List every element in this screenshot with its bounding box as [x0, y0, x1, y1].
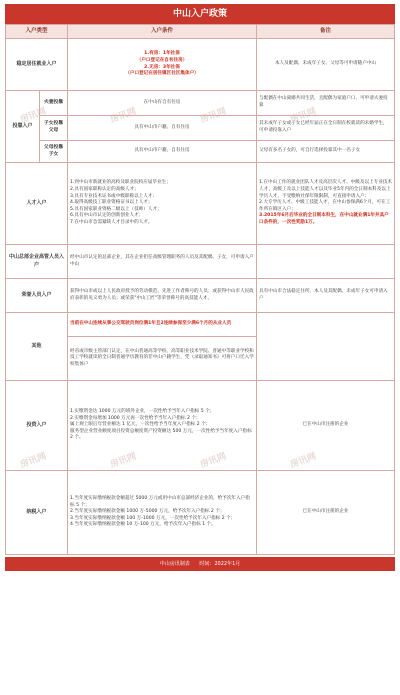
cond-line: 1.实缴资金达 1000 万元的域外企业，一次性给予当年入户指标 5 个；	[70, 408, 215, 414]
header-note: 备注	[257, 25, 395, 39]
table-row	[6, 116, 395, 141]
row-type-hq: 中山总部企业高管人员入户	[6, 245, 68, 279]
cond-line: 3.具有专业技术证书或中级职称以上人才；	[70, 193, 158, 199]
table-row	[6, 91, 395, 116]
row-type-other: 其他	[6, 313, 68, 381]
sub-cond-spouse: 在中山有自有住房	[68, 91, 257, 116]
cond-line: 1.有房：1年社保	[144, 51, 180, 57]
table-row	[6, 39, 395, 91]
table-row	[6, 471, 395, 555]
row-note-honor: 具有中山市合法稳定住所，本人及其配偶、未成年子女可申请入户	[257, 279, 395, 313]
row-note-invest: 已在中山市注册的企业	[257, 381, 395, 471]
watermark: 房讯网	[108, 451, 138, 471]
cond-line: 5.具有国家职业资格二级以上（技师）人才；	[70, 206, 162, 212]
watermark: 房讯网	[198, 106, 228, 126]
watermark: 房讯网	[198, 451, 228, 471]
sub-note-spouse: 与配偶在中山离婚共同生活，且配偶为家庭户口，可申请夫妻投靠	[257, 91, 395, 116]
cond-line: 3.当年度实际缴纳税款金额 100 万-1000 万元，一次性给予次年入户指标 2 个；	[70, 515, 236, 521]
sub-cond-parent: 具有中山市户籍、自有住房	[68, 141, 257, 163]
watermark: 房讯网	[108, 106, 138, 126]
cond-line: 2.实缴资金每增加 1000 万元再一次性给予当年入户指标 2 个；	[70, 415, 201, 421]
cond-line: 1.当年度实际缴纳税款金额超过 5000 万元或用中山市总部经济企业的，给予次年入户指标 5 个；	[70, 495, 250, 508]
note-highlight: 3.2015年6月后毕业的全日制本科生，在中山就业满1年并具户口条件的，一次性奖励1万。	[259, 213, 389, 226]
cond-line: 6.具有中山市认定的创新创业人才；	[70, 213, 144, 219]
row-type-family: 投靠入户	[6, 91, 40, 163]
page-title: 中山入户政策	[5, 4, 395, 24]
table-row	[6, 141, 395, 163]
table-row	[6, 313, 395, 337]
header-type: 入户类型	[6, 25, 68, 39]
watermark: 房讯网	[18, 106, 48, 126]
cond-line: 2.具有国家职称认定的高级人才；	[70, 186, 139, 192]
row-cond-other: 经省或市级主管部门认定，在中山普通高等学校、高等职业技术学院、普通中等职业学校和技工学校就读的全日制普通学历教育的非中山户籍学生，凭《录取通知书》可将户口迁入学校集体户	[68, 337, 257, 381]
sub-type-child: 子女投靠父母	[40, 116, 68, 141]
row-type-stable: 稳定居住就业入户	[6, 39, 68, 91]
watermark: 房讯网	[18, 451, 48, 471]
footer-time: 时间：2022年1月	[199, 561, 241, 567]
row-type-honor: 荣誉人员入户	[6, 279, 68, 313]
cond-line: 2.无房：3年社保	[144, 64, 180, 70]
row-cond-talent	[68, 163, 257, 245]
cond-line: 属上规上限后年营业额达 1 亿元，一次性给予当年度入户指标 2 个；	[70, 422, 211, 428]
cond-line: （户口登记在居住镇区社区集体户）	[125, 71, 199, 77]
table-row	[6, 279, 395, 313]
row-cond-stable	[68, 39, 257, 91]
policy-table	[5, 24, 395, 555]
note-line: 2.大专学历人才、中级工技能人才，在中山参保满6个月，可在工作所在镇区入户；	[259, 200, 391, 212]
row-note-hq	[257, 245, 395, 279]
row-cond-invest	[68, 381, 257, 471]
cond-line: 4.取得高级技工职业资格证书以上人才；	[70, 200, 153, 206]
row-cond-hq: 经中山市认定的总部企业，其在企业担任高级管理职务的人员及其配偶、子女，可申请入户中山	[68, 245, 257, 279]
sub-cond-child: 具有中山市户籍、自有住房	[68, 116, 257, 141]
sub-note-parent: 父母有多名子女的，可自行选择投靠其中一名子女	[257, 141, 395, 163]
row-note-stable: 本人及配偶、未成年子女、父母等可申请随户中山	[257, 39, 395, 91]
row-type-tax: 纳税入户	[6, 471, 68, 555]
note-line: 1.在中山工作的就业团队人才及高层次人才、中级及以上专业技术人才、高级工及以上技能人才以及毕业5年内的全日制本科及以上学历人才，不受缴纳社保年限限制，可直接申请入户；	[259, 180, 393, 199]
sub-type-parent: 父母投靠子女	[40, 141, 68, 163]
row-type-talent: 人才入户	[6, 163, 68, 245]
row-cond-other-red: 当前在中山连续从事公交驾驶员岗位满1年且2连续参保至少满6个月的从业人员	[68, 313, 257, 337]
table-row	[6, 381, 395, 471]
watermark: 房讯网	[288, 451, 318, 471]
cond-line: 2.当年度实际缴纳税款金额 1000 万-5000 万元，给予次年入户指标 2 个；	[70, 509, 225, 515]
footer-source: 中山房讯制表	[159, 561, 190, 567]
footer-bar	[5, 557, 395, 571]
row-cond-tax	[68, 471, 257, 555]
row-type-invest: 投资入户	[6, 381, 68, 471]
cond-line: （户口登记在自有住房）	[136, 57, 188, 63]
row-note-other	[257, 313, 395, 381]
cond-line: 1.到中山市新就业的高校及职业院校应届毕业生；	[70, 180, 171, 186]
cond-line: 4.当年度实际缴纳税款金额 10 万-100 万元，给予次年入户指标 1 个。	[70, 522, 216, 528]
row-cond-honor: 获得中山市或以上人民政府授予的劳动模范、先进工作者称号的人员；或获得中山市人民政府表彰的见义勇为人员；或荣获"中山工匠"等荣誉称号的高技能人才。	[68, 279, 257, 313]
cond-line: 服务型企业营业额度项目投资总额度资产投资额达 500 万元，一次性给予当年度入户指标 2 个。	[70, 428, 252, 441]
watermark: 房讯网	[288, 106, 318, 126]
row-note-talent	[257, 163, 395, 245]
sub-type-spouse: 夫妻投靠	[40, 91, 68, 116]
cond-line: 7.在中山市急需紧缺人才目录中的人才。	[70, 220, 153, 226]
table-row	[6, 163, 395, 245]
sub-note-child: 其未成年子女或子女已经年届正在全日制在校就读的未婚学生，可申请投靠入户	[257, 116, 395, 141]
row-note-tax: 已在中山市注册的企业	[257, 471, 395, 555]
table-header-row	[6, 25, 395, 39]
header-condition: 入户条件	[68, 25, 257, 39]
table-row	[6, 245, 395, 279]
